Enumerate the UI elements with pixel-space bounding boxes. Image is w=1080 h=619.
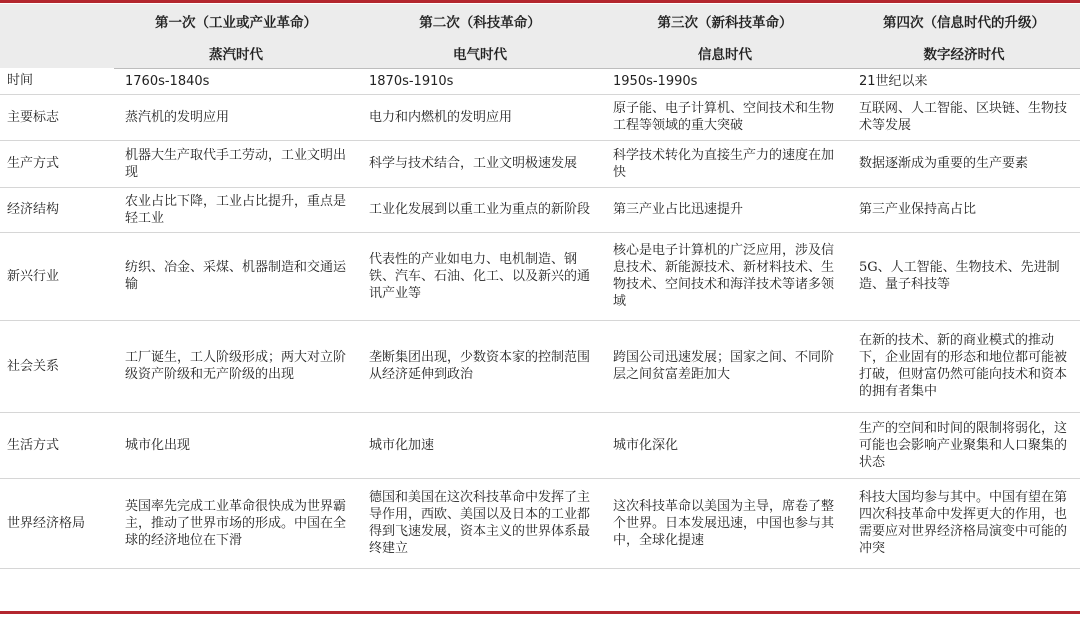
header-era-2: 电气时代 <box>358 38 602 68</box>
header-title-1: 第一次（工业或产业革命） <box>114 4 358 38</box>
table-cell: 机器大生产取代手工劳动，工业文明出现 <box>114 140 358 187</box>
table-cell: 纺织、冶金、采煤、机器制造和交通运输 <box>114 232 358 320</box>
table-cell: 科学与技术结合，工业文明极速发展 <box>358 140 602 187</box>
table-cell: 核心是电子计算机的广泛应用，涉及信息技术、新能源技术、新材料技术、生物技术、空间技术和海洋技术等诸多领域 <box>602 232 848 320</box>
table-cell: 城市化深化 <box>602 412 848 478</box>
table-cell: 生产的空间和时间的限制将弱化，这可能也会影响产业聚集和人口聚集的状态 <box>848 412 1080 478</box>
header-title-2: 第二次（科技革命） <box>358 4 602 38</box>
table-cell: 互联网、人工智能、区块链、生物技术等发展 <box>848 94 1080 140</box>
table-cell: 电力和内燃机的发明应用 <box>358 94 602 140</box>
row-label-main-sign: 主要标志 <box>0 94 114 140</box>
row-label-world-economy: 世界经济格局 <box>0 478 114 568</box>
row-label-economic-structure: 经济结构 <box>0 187 114 232</box>
header-era-1: 蒸汽时代 <box>114 38 358 68</box>
table-cell: 工厂诞生，工人阶级形成；两大对立阶级资产阶级和无产阶级的出现 <box>114 320 358 412</box>
table-cell: 原子能、电子计算机、空间技术和生物工程等领域的重大突破 <box>602 94 848 140</box>
table-cell: 农业占比下降，工业占比提升，重点是轻工业 <box>114 187 358 232</box>
table-row <box>0 187 1080 232</box>
table-cell: 这次科技革命以美国为主导，席卷了整个世界。日本发展迅速，中国也参与其中，全球化提速 <box>602 478 848 568</box>
table-row <box>0 478 1080 568</box>
table-cell: 英国率先完成工业革命很快成为世界霸主，推动了世界市场的形成。中国在全球的经济地位在下滑 <box>114 478 358 568</box>
table-row <box>0 412 1080 478</box>
top-rule <box>0 0 1080 3</box>
table-cell: 1870s-1910s <box>358 68 602 94</box>
table-cell: 垄断集团出现，少数资本家的控制范围从经济延伸到政治 <box>358 320 602 412</box>
table-row <box>0 232 1080 320</box>
table-cell: 城市化出现 <box>114 412 358 478</box>
table-cell: 21世纪以来 <box>848 68 1080 94</box>
table-cell: 在新的技术、新的商业模式的推动下，企业固有的形态和地位都可能被打破，但财富仍然可能向技术和资本的拥有者集中 <box>848 320 1080 412</box>
row-label-time: 时间 <box>0 68 114 94</box>
table-cell: 第三产业占比迅速提升 <box>602 187 848 232</box>
table-cell: 科技大国均参与其中。中国有望在第四次科技革命中发挥更大的作用，也需要应对世界经济格局演变中可能的冲突 <box>848 478 1080 568</box>
bottom-rule <box>0 611 1080 614</box>
header-row-era <box>0 38 1080 68</box>
table-row <box>0 68 1080 94</box>
header-title-4: 第四次（信息时代的升级） <box>848 4 1080 38</box>
table-cell: 1950s-1990s <box>602 68 848 94</box>
table-cell: 工业化发展到以重工业为重点的新阶段 <box>358 187 602 232</box>
table-row <box>0 140 1080 187</box>
header-corner <box>0 4 114 68</box>
table-cell: 德国和美国在这次科技革命中发挥了主导作用，西欧、美国以及日本的工业都得到飞速发展，资本主义的世界体系最终建立 <box>358 478 602 568</box>
header-title-3: 第三次（新科技革命） <box>602 4 848 38</box>
row-label-social-relations: 社会关系 <box>0 320 114 412</box>
table-cell: 科学技术转化为直接生产力的速度在加快 <box>602 140 848 187</box>
table-cell: 跨国公司迅速发展；国家之间、不同阶层之间贫富差距加大 <box>602 320 848 412</box>
row-label-production: 生产方式 <box>0 140 114 187</box>
header-era-4: 数字经济时代 <box>848 38 1080 68</box>
header-row-title <box>0 4 1080 38</box>
table-cell: 5G、人工智能、生物技术、先进制造、量子科技等 <box>848 232 1080 320</box>
table-cell: 城市化加速 <box>358 412 602 478</box>
row-label-emerging-industries: 新兴行业 <box>0 232 114 320</box>
table-cell: 第三产业保持高占比 <box>848 187 1080 232</box>
header-era-3: 信息时代 <box>602 38 848 68</box>
row-label-lifestyle: 生活方式 <box>0 412 114 478</box>
table-row <box>0 94 1080 140</box>
table-cell: 数据逐渐成为重要的生产要素 <box>848 140 1080 187</box>
table-cell: 代表性的产业如电力、电机制造、钢铁、汽车、石油、化工、以及新兴的通讯产业等 <box>358 232 602 320</box>
table-cell: 蒸汽机的发明应用 <box>114 94 358 140</box>
table-row <box>0 320 1080 412</box>
table-cell: 1760s-1840s <box>114 68 358 94</box>
industrial-revolution-comparison-table <box>0 4 1080 569</box>
